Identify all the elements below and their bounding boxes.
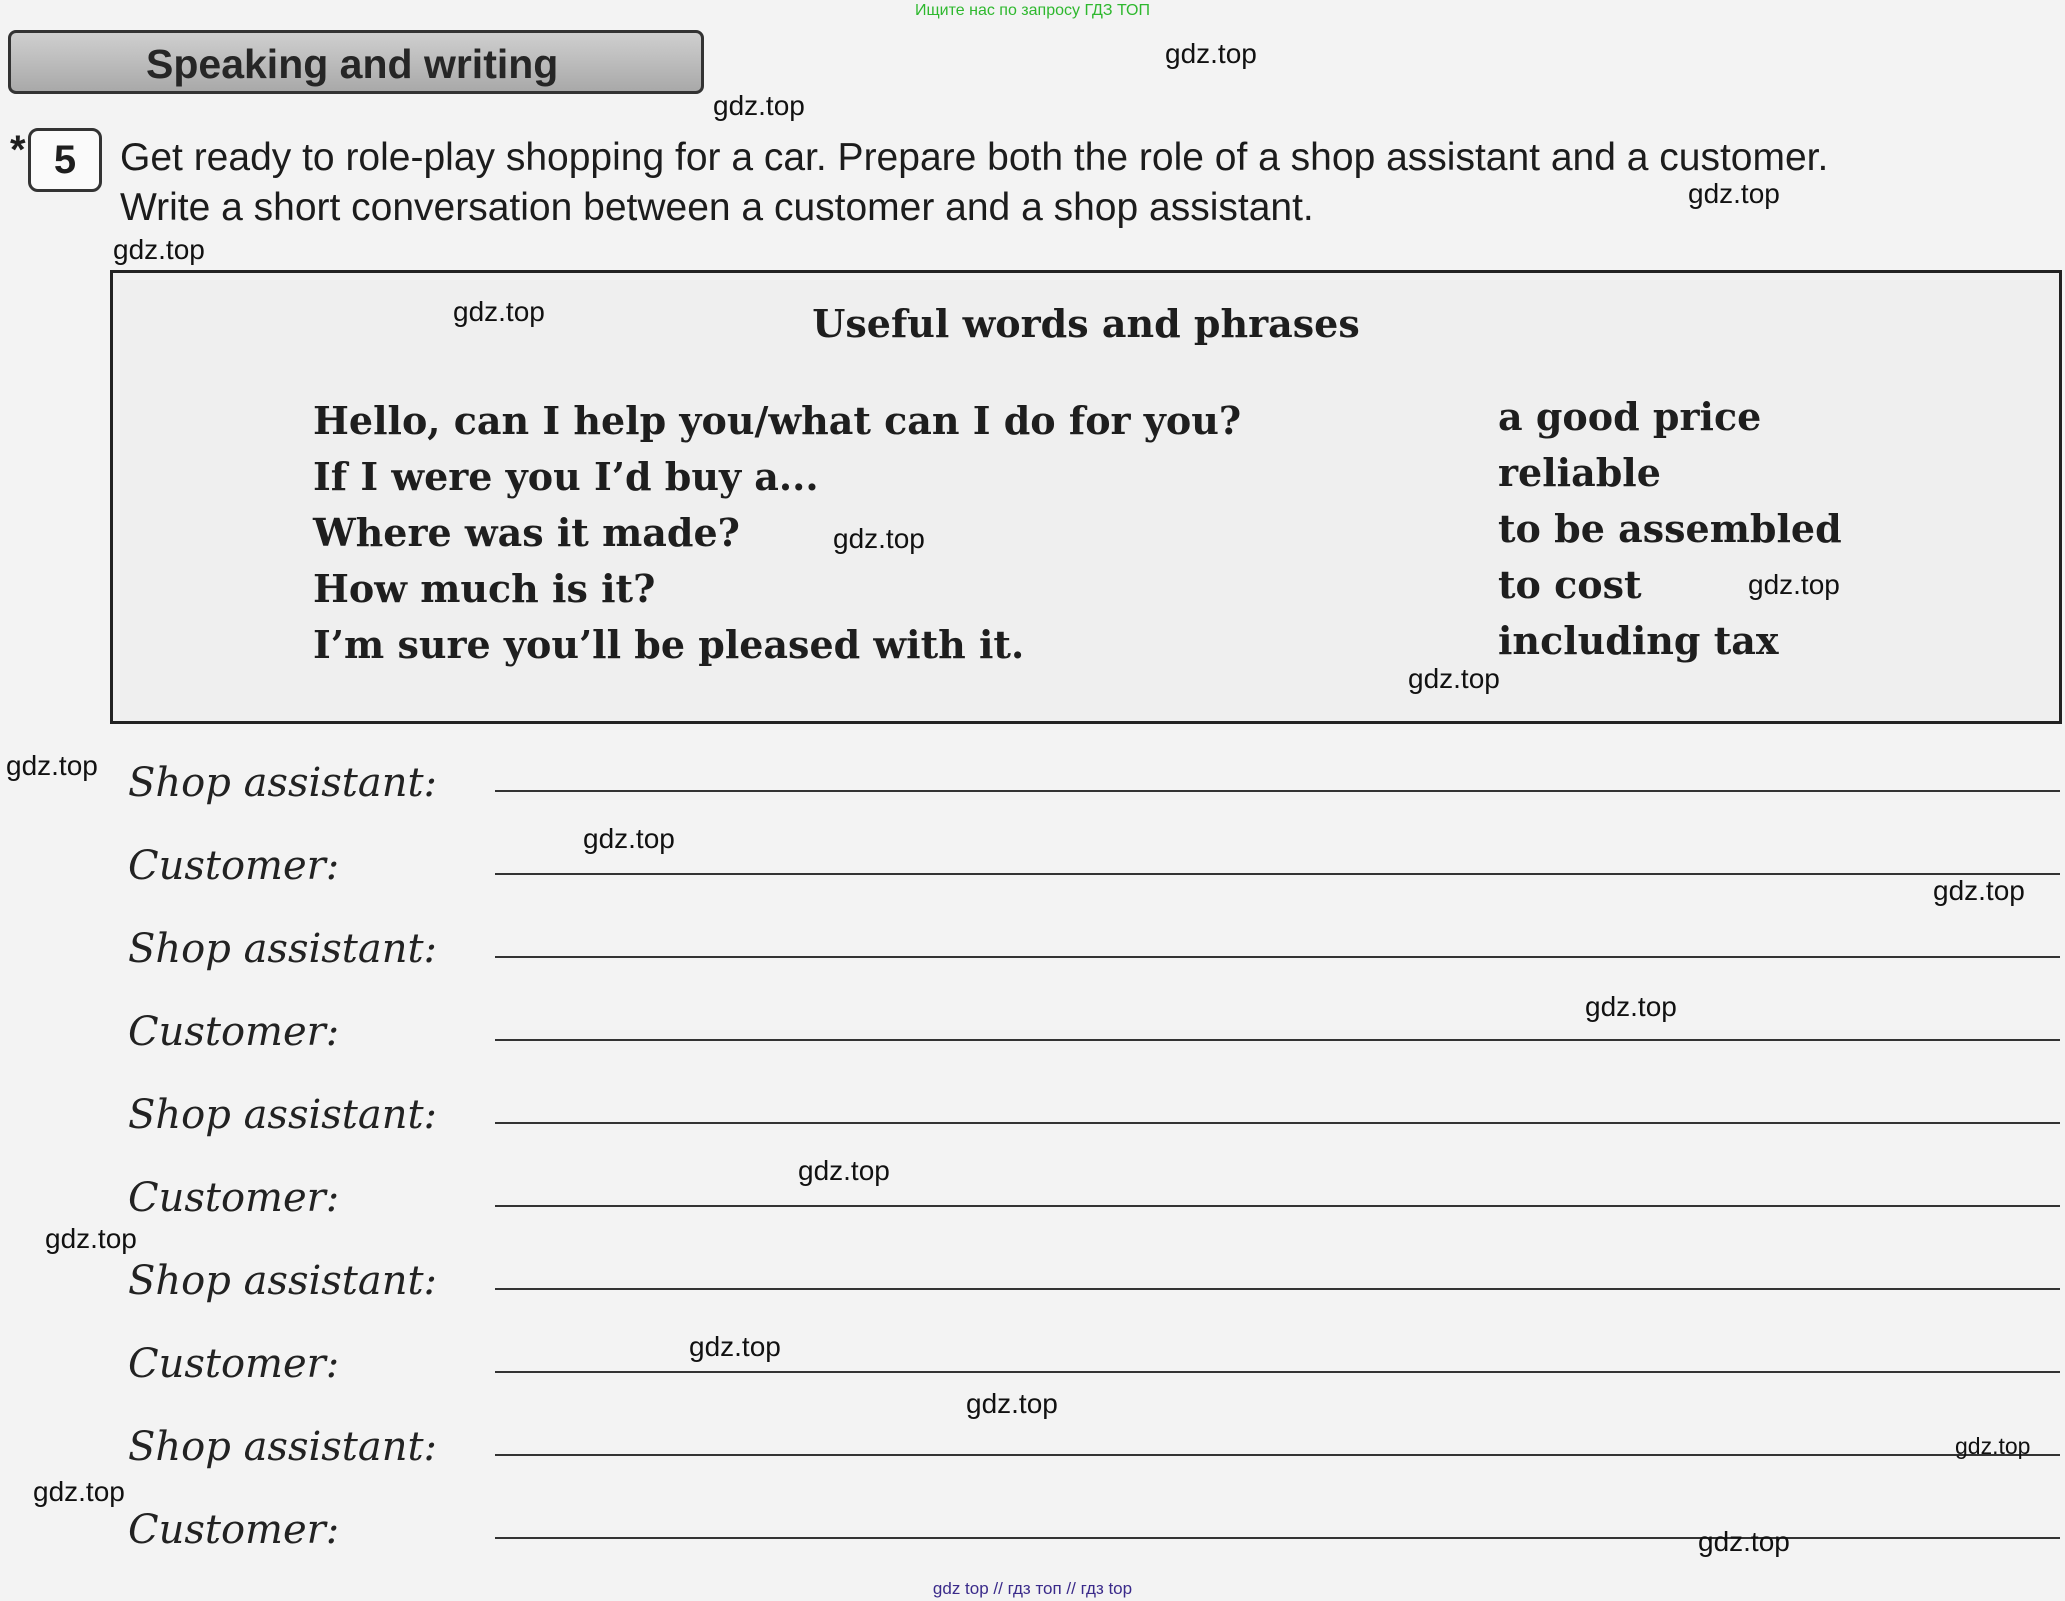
watermark: gdz.top: [833, 523, 925, 554]
word-item: to cost: [1498, 562, 1642, 607]
phrase-item: I’m sure you’ll be pleased with it.: [313, 622, 1025, 667]
watermark: gdz.top: [1955, 1433, 2031, 1459]
dialogue-role-label: Customer:: [128, 1507, 340, 1553]
answer-line[interactable]: [495, 1537, 2060, 1539]
watermark: gdz.top: [689, 1331, 781, 1362]
section-header: [8, 30, 704, 94]
exercise-star-marker: *: [10, 128, 26, 172]
phrase-item: How much is it?: [313, 566, 656, 611]
dialogue-role-label: Shop assistant:: [128, 1258, 438, 1304]
bottom-banner: gdz top // гдз топ // гдз top: [932, 1579, 1133, 1598]
watermark: gdz.top: [583, 823, 675, 854]
word-list: [1498, 389, 1842, 669]
answer-line[interactable]: [495, 1454, 2060, 1456]
watermark: gdz.top: [1688, 178, 1780, 209]
watermark: gdz.top: [713, 90, 805, 121]
watermark: gdz.top: [1748, 569, 1840, 600]
dialogue-role-label: Shop assistant:: [128, 926, 438, 972]
word-item: including tax: [1498, 618, 1779, 663]
watermark: gdz.top: [966, 1388, 1058, 1419]
instruction-line-1: Get ready to role-play shopping for a car. Prepare both the role of a shop assistant and a customer.: [120, 136, 1829, 179]
watermark: gdz.top: [1408, 663, 1500, 694]
phrase-list: [313, 393, 1241, 673]
watermark: gdz.top: [1933, 875, 2025, 906]
answer-line[interactable]: [495, 956, 2060, 958]
dialogue-role-label: Customer:: [128, 1175, 340, 1221]
word-item: reliable: [1498, 450, 1661, 495]
dialogue-role-label: Shop assistant:: [128, 1092, 438, 1138]
answer-line[interactable]: [495, 1039, 2060, 1041]
dialogue-role-label: Customer:: [128, 843, 340, 889]
watermark: gdz.top: [1698, 1526, 1790, 1557]
useful-phrases-box: [110, 270, 2062, 724]
answer-line[interactable]: [495, 873, 2060, 875]
word-item: a good price: [1498, 394, 1762, 439]
dialogue-role-label: Shop assistant:: [128, 1424, 438, 1470]
watermark: gdz.top: [1165, 38, 1257, 69]
watermark: gdz.top: [113, 234, 205, 265]
dialogue-role-label: Customer:: [128, 1009, 340, 1055]
answer-line[interactable]: [495, 1371, 2060, 1373]
instruction-line-2: Write a short conversation between a customer and a shop assistant.: [120, 186, 1314, 229]
watermark: gdz.top: [1585, 991, 1677, 1022]
answer-line[interactable]: [495, 1288, 2060, 1290]
answer-line[interactable]: [495, 790, 2060, 792]
top-banner: Ищите нас по запросу ГДЗ ТОП: [915, 2, 1150, 19]
dialogue-role-label: Shop assistant:: [128, 760, 438, 806]
watermark: gdz.top: [798, 1155, 890, 1186]
dialogue-role-label: Customer:: [128, 1341, 340, 1387]
phrase-item: Hello, can I help you/what can I do for you?: [313, 398, 1242, 443]
phrase-item: If I were you I’d buy a...: [313, 454, 819, 499]
watermark: gdz.top: [45, 1223, 137, 1254]
answer-line[interactable]: [495, 1122, 2060, 1124]
section-title: Speaking and writing: [146, 41, 559, 87]
phrase-item: Where was it made?: [313, 510, 740, 555]
useful-box-title: Useful words and phrases: [812, 301, 1360, 346]
watermark: gdz.top: [6, 750, 98, 781]
watermark: gdz.top: [453, 296, 545, 327]
word-item: to be assembled: [1498, 506, 1842, 551]
watermark: gdz.top: [33, 1476, 125, 1507]
exercise-number: 5: [28, 128, 102, 192]
answer-line[interactable]: [495, 1205, 2060, 1207]
